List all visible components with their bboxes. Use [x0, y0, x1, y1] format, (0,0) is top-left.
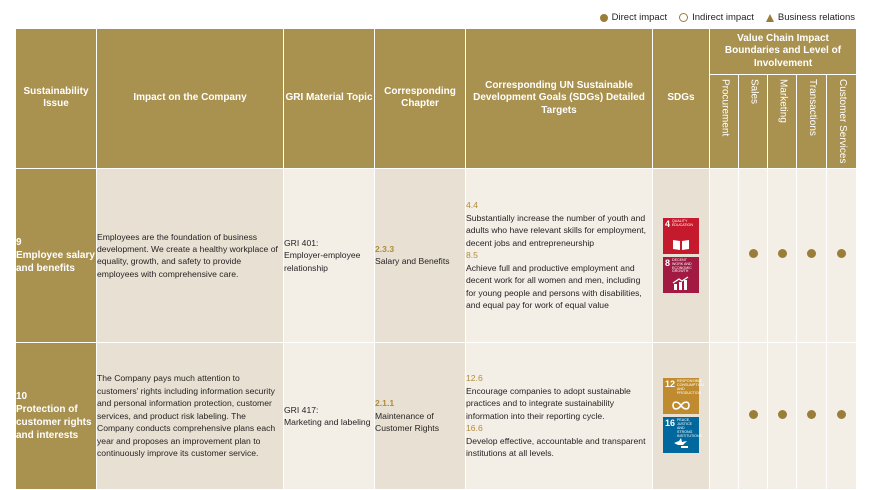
sdg-4-tile: 4 QUALITY EDUCATION	[663, 218, 699, 254]
header-value-chain: Value Chain Impact Boundaries and Level of Involvement	[710, 29, 857, 75]
header-targets: Corresponding UN Sustainable Development Goals (SDGs) Detailed Targets	[466, 29, 653, 169]
sdg-12-tile: 12 RESPONSIBLE CONSUMPTION AND PRODUCTION	[663, 378, 699, 414]
chapter-code: 2.1.1	[375, 398, 395, 409]
header-procurement: Procurement	[710, 75, 739, 169]
impact-cell: Employees are the foundation of business development. We create a healthy workplace of equality, growth, and safety to provide employees with comprehensive care.	[97, 168, 284, 342]
vc-procurement	[710, 342, 739, 489]
gri-cell	[284, 168, 375, 342]
chapter-name: Salary and Benefits	[375, 256, 450, 267]
target-code: 4.4	[466, 200, 478, 211]
header-sdgs: SDGs	[653, 29, 710, 169]
targets-cell	[466, 168, 653, 342]
target-code: 16.6	[466, 423, 483, 434]
gri-cell	[284, 342, 375, 489]
issue-cell	[16, 168, 97, 342]
vc-procurement	[710, 168, 739, 342]
dove-gavel-icon	[663, 437, 699, 451]
sdg-16-tile: 16 PEACE, JUSTICE AND STRONG INSTITUTIONS	[663, 417, 699, 453]
gri-code: GRI 401:	[284, 237, 319, 248]
legend-indirect	[679, 12, 754, 23]
direct-impact-icon	[837, 249, 846, 258]
book-icon	[663, 238, 699, 252]
target-text: Encourage companies to adopt sustainable practices and to integrate sustainability information into their reporting cycle.	[466, 385, 631, 421]
chapter-name: Maintenance of Customer Rights	[375, 410, 439, 434]
gri-topic: Employer-employee relationship	[284, 250, 361, 273]
infinity-icon	[663, 400, 699, 412]
vc-transactions	[797, 342, 827, 489]
legend-direct-label: Direct impact	[611, 12, 668, 23]
target-text: Substantially increase the number of youth and adults who have relevant skills for employment, decent jobs and entrepreneurship	[466, 212, 647, 248]
filled-circle-icon	[600, 14, 608, 22]
direct-impact-icon	[778, 249, 787, 258]
target-code: 8.5	[466, 250, 478, 261]
issue-number: 10	[16, 390, 28, 402]
sustainability-table	[15, 28, 857, 490]
issue-number: 9	[16, 236, 22, 248]
impact-cell: The Company pays much attention to customers' rights including information security and personal information protection, customer services, and product risk labeling. The Company conducts comprehensive plans each year and proposes an improvement plan to continuously improve its customer service.	[97, 342, 284, 489]
direct-impact-icon	[837, 410, 846, 419]
header-transactions: Transactions	[797, 75, 827, 169]
issue-title: Employee salary and benefits	[16, 249, 95, 274]
table-row	[16, 342, 857, 489]
gri-topic: Marketing and labeling	[284, 416, 371, 427]
direct-impact-icon	[778, 410, 787, 419]
vc-sales	[739, 168, 768, 342]
direct-impact-icon	[807, 249, 816, 258]
legend-business	[766, 12, 855, 23]
sdgs-cell	[653, 168, 710, 342]
target-text: Develop effective, accountable and transparent institutions at all levels.	[466, 435, 646, 459]
gri-code: GRI 417:	[284, 404, 319, 415]
header-marketing: Marketing	[768, 75, 797, 169]
hollow-circle-icon	[679, 13, 688, 22]
header-customer-services: Customer Services	[827, 75, 857, 169]
vc-marketing	[768, 168, 797, 342]
vc-customer-services	[827, 342, 857, 489]
vc-transactions	[797, 168, 827, 342]
header-issue: Sustainability Issue	[16, 29, 97, 169]
direct-impact-icon	[749, 410, 758, 419]
direct-impact-icon	[749, 249, 758, 258]
target-text: Achieve full and productive employment and decent work for all women and men, including for young people and persons with disabilities, and equal pay for work of equal value	[466, 262, 642, 311]
header-gri: GRI Material Topic	[284, 29, 375, 169]
targets-cell	[466, 342, 653, 489]
triangle-icon	[766, 14, 774, 22]
header-sales: Sales	[739, 75, 768, 169]
growth-chart-icon	[663, 276, 699, 291]
sdg-8-tile: 8 DECENT WORK AND ECONOMIC GROWTH	[663, 257, 699, 293]
legend	[600, 12, 855, 23]
direct-impact-icon	[807, 410, 816, 419]
issue-cell	[16, 342, 97, 489]
legend-indirect-label: Indirect impact	[692, 12, 754, 23]
chapter-cell	[375, 168, 466, 342]
legend-business-label: Business relations	[777, 12, 855, 23]
header-impact: Impact on the Company	[97, 29, 284, 169]
header-chapter: Corresponding Chapter	[375, 29, 466, 169]
issue-title: Protection of customer rights and interests	[16, 403, 92, 441]
chapter-code: 2.3.3	[375, 244, 395, 255]
target-code: 12.6	[466, 373, 483, 384]
table-row	[16, 168, 857, 342]
legend-direct	[600, 12, 667, 23]
vc-marketing	[768, 342, 797, 489]
vc-customer-services	[827, 168, 857, 342]
vc-sales	[739, 342, 768, 489]
sdgs-cell	[653, 342, 710, 489]
chapter-cell	[375, 342, 466, 489]
